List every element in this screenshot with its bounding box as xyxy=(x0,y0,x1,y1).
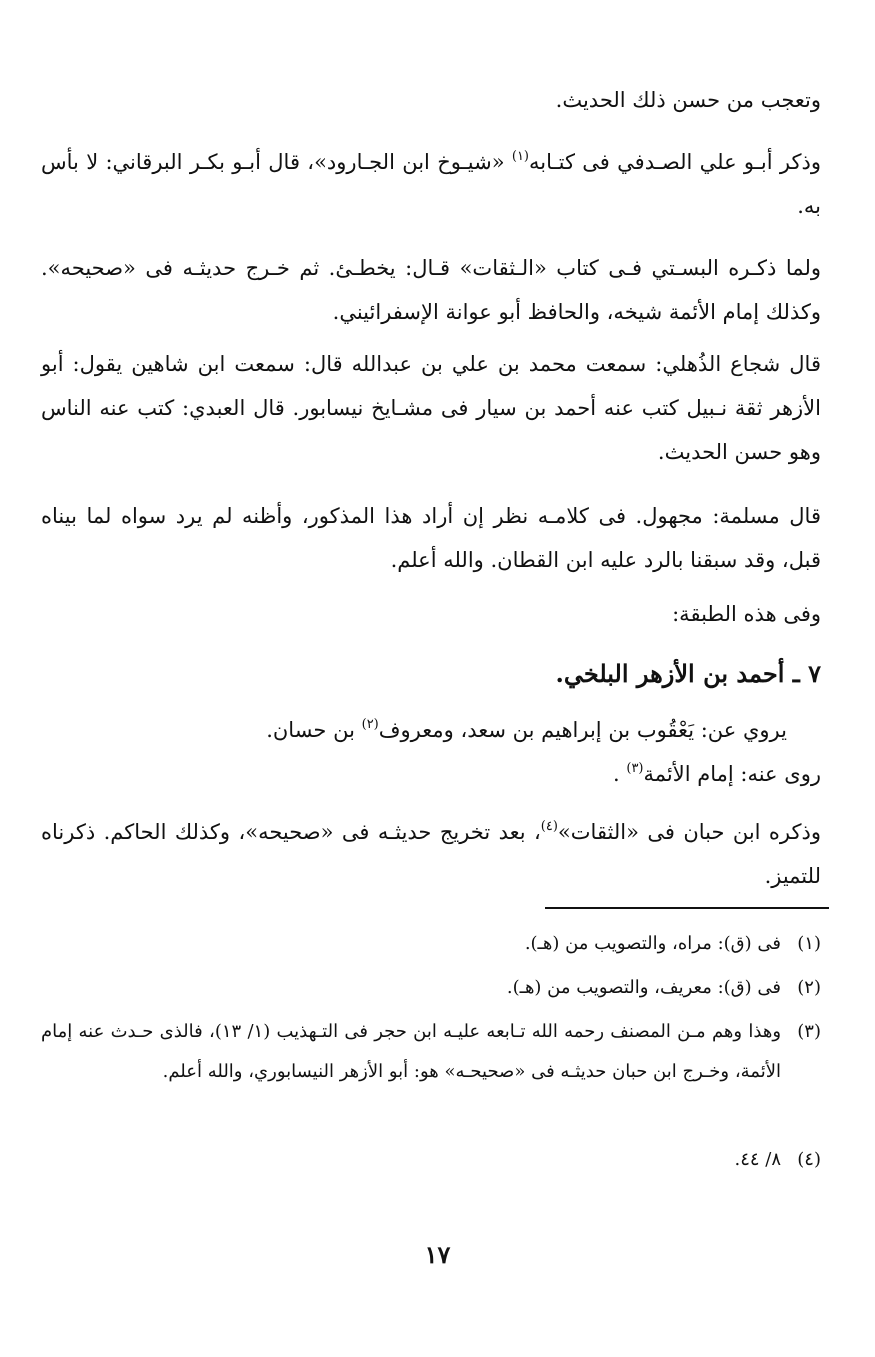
footnote-4-number: (٤) xyxy=(797,1149,821,1170)
narrates-from-text-b: بن حسان. xyxy=(266,718,362,742)
footnote-3-number: (٣) xyxy=(797,1021,821,1042)
paragraph-4-text: قال شجاع الذُهلي: سمعت محمد بن علي بن عبدالله قال: سمعت ابن شاهين يقول: أبو الأزهر ثقة نـبيل كتب عنه أحمد بن سيار فى مشـايخ نيسابور. قال العبدي: كتب عنه الناس وهو حسن الحديث. xyxy=(41,352,821,464)
footnote-4 xyxy=(41,1140,821,1180)
footnote-3 xyxy=(41,1012,821,1092)
paragraph-6 xyxy=(41,592,821,636)
paragraph-5-text: قال مسلمة: مجهول. فى كلامـه نظر إن أراد هذا المذكور، وأظنه لم يرد سواه لما بيناه قبل، وقد سبقنا بالرد عليه ابن القطان. والله أعلم. xyxy=(41,504,821,572)
paragraph-2 xyxy=(41,140,821,228)
entry-narrated-by xyxy=(41,752,821,796)
footnote-2-number: (٢) xyxy=(797,977,821,998)
footnote-2-text: فى (ق): معريف، والتصويب من (هـ). xyxy=(506,977,781,998)
footnote-1-number: (١) xyxy=(797,933,821,954)
entry-narrates-from xyxy=(41,708,787,752)
paragraph-4 xyxy=(41,342,821,474)
paragraph-5 xyxy=(41,494,821,582)
paragraph-1 xyxy=(41,78,821,122)
footnote-ref-4[interactable]: (٤) xyxy=(540,819,558,834)
footnote-1-text: فى (ق): مراه، والتصويب من (هـ). xyxy=(524,933,781,954)
narrated-by-text-a: روى عنه: إمام الأئمة xyxy=(643,762,821,786)
footnote-3-text: وهذا وهم مـن المصنف رحمه الله تـابعه عليـه ابن حجر فى التـهذيب (١/ ١٣)، فالذى حـدث عنه إمام الأئمة، وخـرج ابن حبان حديثـه فى «صحيحـه» هو: أبو الأزهر النيسابوري، والله أعلم. xyxy=(41,1021,782,1082)
footnote-ref-3[interactable]: (٣) xyxy=(626,761,644,776)
narrates-from-text-a: يروي عن: يَعْقُوب بن إبراهيم بن سعد، ومعروف xyxy=(378,718,787,742)
narrated-by-text-b: . xyxy=(613,762,627,786)
paragraph-3 xyxy=(41,246,821,334)
ibn-hibban-text-a: وذكره ابن حبان فى «الثقات» xyxy=(557,820,821,844)
paragraph-2-text-b: «شيـوخ ابن الجـارود»، قال أبـو بكـر البرقاني: لا بأس به. xyxy=(41,150,821,218)
footnote-ref-1[interactable]: (١) xyxy=(511,149,529,164)
paragraph-1-text: وتعجب من حسن ذلك الحديث. xyxy=(555,88,821,112)
paragraph-3-text: ولما ذكـره البسـتي فـى كتاب «الـثقات» قـال: يخطـئ. ثم خـرج حديثـه فى «صحيحه». وكذلك إمام الأئمة شيخه، والحافظ أبو عوانة الإسفرائيني. xyxy=(41,256,821,324)
footnote-1 xyxy=(41,924,821,964)
footnote-4-text: ٨/ ٤٤. xyxy=(734,1149,781,1170)
page-number: ١٧ xyxy=(424,1240,451,1269)
footnote-ref-2[interactable]: (٢) xyxy=(361,717,379,732)
paragraph-2-text-a: وذكر أبـو علي الصـدفي فى كتـابه xyxy=(529,150,822,174)
footnote-2 xyxy=(41,968,821,1008)
ibn-hibban-text-b: ، بعد تخريج حديثـه فى «صحيحه»، وكذلك الحاكم. ذكرناه للتميز. xyxy=(41,820,821,888)
footnote-separator xyxy=(545,907,829,909)
entry-ibn-hibban xyxy=(41,810,821,898)
entry-heading: ٧ ـ أحمد بن الأزهر البلخي. xyxy=(555,659,821,688)
paragraph-6-text: وفى هذه الطبقة: xyxy=(672,602,821,626)
